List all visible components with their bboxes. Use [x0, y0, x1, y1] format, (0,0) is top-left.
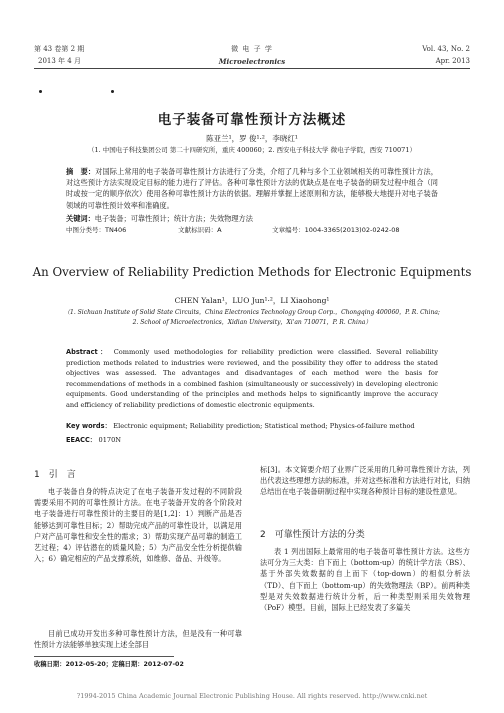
section-1-paragraph-1: 电子装备自身的特点决定了在电子装备开发过程的不同阶段需要采用不同的可靠性预计方法。在电子装备开发的各个阶段对电子装备进行可靠性预计的主要目的是[1,2]：1）判断产品是否能够达到可靠性目标；2）帮助完成产品的可靠性设计，以满足用户对产品可靠性和安全性的需求；3）帮助实现产品可靠的制造工艺过程；4）评估潜在的质量风险；5）为产品安全性分析提供输入；6）确定相应的产品支撑系统，如维修、备品、升级等。 [34, 487, 242, 564]
copyright-footer: ?1994-2015 China Academic Journal Electronic Publishing House. All rights reserved. http://www.cnki.net [76, 692, 428, 700]
header-rule [34, 68, 470, 69]
section-1-heading: 1 引 言 [34, 470, 76, 480]
section-1-paragraph-2: 目前已成功开发出多种可靠性预计方法，但是没有一种可靠性预计方法能够单独实现上述全部目 [34, 629, 242, 650]
bullet-mark-right [111, 90, 114, 93]
right-column-paragraph-0: 标[3]。本文简要介绍了业界广泛采用的几种可靠性预计方法，列出代表这些理想方法的标准，并对这些标准和方法进行对比，归纳总结出在电子装备研制过程中实现各种预计目标的建设性意见。 [260, 465, 470, 497]
header-vol-cn: 第 43 卷第 2 期 [34, 45, 85, 53]
abstract-cn-label: 摘 要： [66, 167, 96, 176]
eeacc [66, 435, 438, 446]
abstract-en-label: Abstract： [66, 348, 110, 356]
paper-title-cn: 电子装备可靠性预计方法概述 [157, 112, 347, 128]
section-2-paragraph-1: 表 1 列出国际上最常用的电子装备可靠性预计方法。这些方法可分为三大类：自下而上（bottom-up）的统计学方法（BS）、基于外部失效数据的自上而下（top-down）的相似分析法（TD）、自下而上（bottom-up）的失效物理法（BP）。前两种类型是对失效数据进行统计分析，后一种类型则采用失效物理（PoF）模型。目前，国际上已经发表了多篇关 [260, 547, 470, 613]
eeacc-text: 0170N [98, 436, 122, 444]
clc-number: 中图分类号：TN406 [66, 226, 127, 234]
bullet-mark-left [39, 90, 42, 93]
paper-title-en: An Overview of Reliability Prediction Methods for Electronic Equipments [32, 265, 472, 279]
abstract-en [66, 347, 438, 411]
keywords-cn-label: 关键词： [66, 214, 95, 223]
keywords-cn-text: 电子装备；可靠性预计；统计方法；失效物理方法 [94, 214, 253, 223]
abstract-cn [66, 166, 438, 211]
header-journal-cn: 微 电 子 学 [231, 45, 273, 53]
keywords-en-text: Electronic equipment; Reliability prediction; Statistical method; Physics-of-failure method [113, 422, 415, 430]
keywords-en [66, 421, 438, 432]
section-2-heading: 2 可靠性预计方法的分类 [260, 530, 365, 540]
affiliation-en-1: （1. Sichuan Institute of Solid State Circuits，China Electronics Technology Group Corp.，Chongqing 400060，P. R. China; [64, 309, 440, 316]
authors-en: CHEN Yalan¹，LUO Jun¹·²，LI Xiaohong¹ [174, 296, 330, 305]
received-date: 收稿日期：2012-05-20；定稿日期：2012-07-02 [34, 661, 184, 668]
header-journal-en: Microelectronics [218, 57, 286, 66]
authors-cn: 陈亚兰¹，罗 俊¹·²，李晓红¹ [206, 134, 298, 143]
affiliation-cn: （1. 中国电子科技集团公司 第二十四研究所，重庆 400060；2. 西安电子科技大学 微电子学院，西安 710071） [88, 146, 416, 154]
footnote-rule [34, 656, 174, 657]
eeacc-label: EEACC： [66, 436, 97, 444]
header-date-cn: 2013 年 4 月 [38, 57, 81, 65]
affiliation-en-2: 2. School of Microelectronics，Xidian University，Xi'an 710071，P. R. China） [132, 319, 372, 326]
article-number: 文章编号：1004-3365(2013)02-0242-08 [272, 226, 400, 234]
abstract-en-text: Commonly used methodologies for reliability prediction were classified. Several reliability prediction methods related to industries were reviewed, and the possibility they offer to address the stated objectives was assessed. The advantages and disadvantages of each method were the basis for recommendations of methods in a combined fashion (simultaneously or successively) in developing electronic equipments. Good understanding of the principles and methods helps to significantly improve the accuracy and efficiency of reliability predictions of domestic electronic equipments. [66, 348, 438, 409]
metadata-cn [66, 226, 438, 235]
abstract-cn-text: 对国际上常用的电子装备可靠性预计方法进行了分类，介绍了几种与多个工业领域相关的可靠性预计方法，对这些预计方法实现设定目标的能力进行了评估。各种可靠性预计方法的优缺点是在电子装备的研发过程中组合（同时或按一定的顺序依次）使用各种可靠性预计方法的依据。理解并掌握上述原则和方法，能够极大地提升对电子装备领域的可靠性预计效率和准确度。 [66, 167, 438, 210]
header-date-en: Apr. 2013 [435, 57, 470, 65]
keywords-en-label: Key words： [66, 422, 112, 430]
document-code: 文献标识码：A [178, 226, 222, 234]
header-vol-en: Vol. 43, No. 2 [422, 45, 470, 53]
keywords-cn [66, 213, 438, 224]
